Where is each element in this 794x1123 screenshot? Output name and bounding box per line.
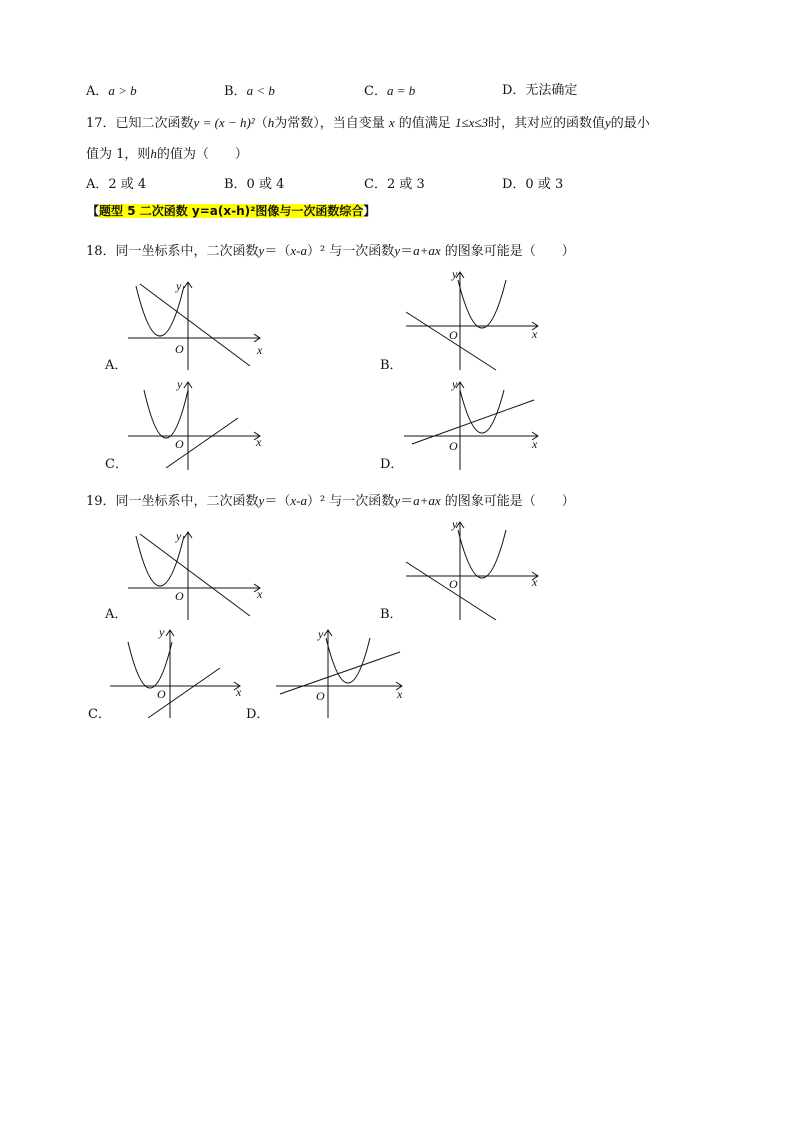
y-axis-label: y xyxy=(318,627,324,641)
q18-graph-d xyxy=(400,376,550,472)
q18-label-d: D． xyxy=(380,457,404,472)
origin-label: O xyxy=(157,687,166,701)
q17-option-d: D．0 或 3 xyxy=(502,177,564,192)
linear-line xyxy=(140,284,250,366)
q19-graph-b xyxy=(400,516,550,622)
q16-option-a: A．a > b xyxy=(86,83,137,99)
q19-label-a: A． xyxy=(105,607,128,622)
parabola xyxy=(128,642,172,688)
q17-stem-line1: 17．已知二次函数y = (x − h)²（h为常数），当自变量 x 的值满足 1≤x≤3时，其对应的函数值y的最小 xyxy=(86,115,650,131)
x-axis-label: x xyxy=(257,587,263,601)
x-axis-label: x xyxy=(256,435,262,449)
parabola xyxy=(458,530,506,578)
y-axis-label: y xyxy=(452,377,458,391)
q19-graph-c xyxy=(104,624,250,720)
x-axis-label: x xyxy=(532,327,538,341)
q19-graph-a xyxy=(120,526,270,622)
section-heading: 【题型 5 二次函数 y=a(x-h)²图像与一次函数综合】 xyxy=(87,204,376,218)
y-axis-label: y xyxy=(452,267,458,281)
q17-option-a: A．2 或 4 xyxy=(86,177,147,192)
q19-label-c: C． xyxy=(88,707,111,722)
y-axis-label: y xyxy=(452,517,458,531)
x-axis-label: x xyxy=(257,343,263,357)
q18-graph-a xyxy=(120,276,270,372)
q18-label-c: C． xyxy=(105,457,128,472)
q19-label-d: D． xyxy=(246,707,270,722)
y-axis-label: y xyxy=(176,529,182,543)
q17-option-b: B．0 或 4 xyxy=(224,177,285,192)
q17-stem-line2: 值为 1，则h的值为（ ） xyxy=(86,146,248,162)
parabola xyxy=(144,390,188,438)
q16-option-d: D．无法确定 xyxy=(502,83,578,98)
origin-label: O xyxy=(175,437,184,451)
q19-label-b: B． xyxy=(380,607,403,622)
linear-line xyxy=(280,652,400,694)
y-axis-label: y xyxy=(159,625,165,639)
y-axis-label: y xyxy=(176,279,182,293)
linear-line xyxy=(140,534,250,616)
parabola xyxy=(458,280,506,328)
origin-label: O xyxy=(449,328,458,342)
q19-stem: 19．同一坐标系中，二次函数y＝（x-a）² 与一次函数y＝a+ax 的图象可能是（ ） xyxy=(86,493,575,509)
q17-option-c: C．2 或 3 xyxy=(364,177,425,192)
origin-label: O xyxy=(175,589,184,603)
q18-stem: 18．同一坐标系中，二次函数y＝（x-a）² 与一次函数y＝a+ax 的图象可能是（ ） xyxy=(86,243,575,259)
origin-label: O xyxy=(449,439,458,453)
x-axis-label: x xyxy=(532,575,538,589)
q18-graph-c xyxy=(122,376,270,472)
parabola xyxy=(326,638,370,683)
q16-option-c: C．a = b xyxy=(364,83,416,99)
parabola xyxy=(460,390,504,433)
q16-option-b: B．a < b xyxy=(224,83,275,99)
origin-label: O xyxy=(175,342,184,356)
x-axis-label: x xyxy=(236,685,242,699)
origin-label: O xyxy=(316,689,325,703)
x-axis-label: x xyxy=(397,687,403,701)
q18-label-a: A． xyxy=(105,358,128,373)
y-axis-label: y xyxy=(177,377,183,391)
q18-graph-b xyxy=(400,266,550,372)
linear-line xyxy=(412,400,534,444)
x-axis-label: x xyxy=(532,437,538,451)
linear-line xyxy=(406,562,496,620)
q19-graph-d xyxy=(272,624,408,720)
origin-label: O xyxy=(449,577,458,591)
q18-label-b: B． xyxy=(380,358,403,373)
